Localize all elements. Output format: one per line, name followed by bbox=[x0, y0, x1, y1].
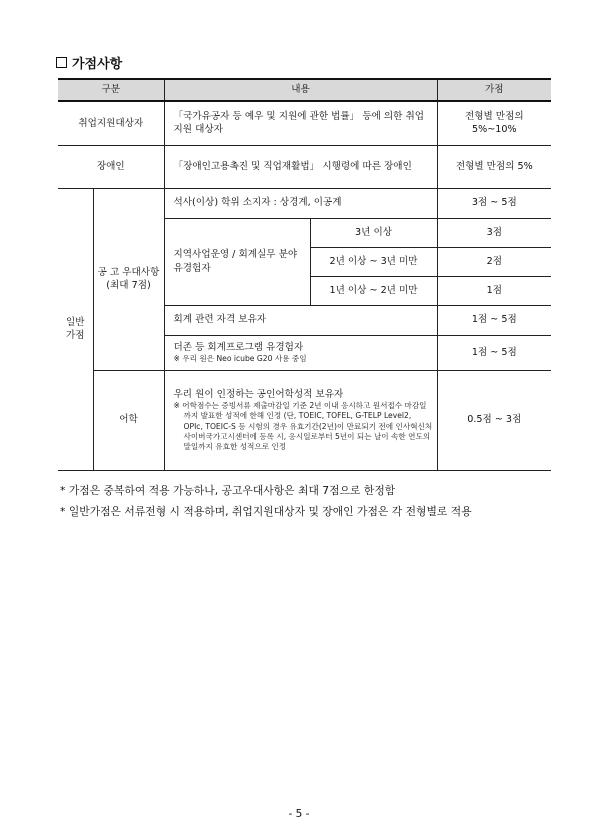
content-disabled: 「장애인고용촉진 및 직업재활법」 시행령에 따른 장애인 bbox=[164, 145, 437, 188]
table-row bbox=[58, 101, 551, 145]
content-regional: 지역사업운영 / 회계실무 분야 유경험자 bbox=[164, 218, 310, 305]
content-employment: 「국가유공자 등 예우 및 지원에 관한 법률」 등에 의한 취업지원 대상자 bbox=[164, 101, 437, 145]
points-masters: 3점 ~ 5점 bbox=[437, 188, 551, 218]
section-title bbox=[56, 53, 122, 72]
language-text: 우리 원이 인정하는 공인어학성적 보유자 bbox=[173, 388, 344, 400]
footnote: * 일반가점은 서류전형 시 적용하며, 취업지원대상자 및 장애인 가점은 각 전형별로 적용 bbox=[60, 504, 472, 518]
points-2to3: 2점 bbox=[437, 247, 551, 276]
content-masters: 석사(이상) 학위 소지자 : 상경계, 이공계 bbox=[164, 188, 437, 218]
period-2to3: 2년 이상 ~ 3년 미만 bbox=[310, 247, 437, 276]
points-accounting-cert: 1점 ~ 5점 bbox=[437, 305, 551, 335]
category-disabled: 장애인 bbox=[58, 145, 164, 188]
page-number: - 5 - bbox=[288, 808, 310, 820]
header-content: 내용 bbox=[164, 79, 437, 101]
category-language: 어학 bbox=[93, 370, 164, 470]
section-title-text: 가점사항 bbox=[72, 57, 123, 72]
points-language: 0.5점 ~ 3점 bbox=[437, 370, 551, 470]
period-1to2: 1년 이상 ~ 2년 미만 bbox=[310, 276, 437, 305]
table-row bbox=[58, 370, 551, 470]
language-note: ※ 어학점수는 증빙서류 제출마감일 기준 2년 이내 응시하고 원서접수 마감일까지 발표한 성적에 한해 인정 (단, TOEIC, TOFEL, G-TELP Level2, OPIc, TOEIC-S 등 시험의 경우 유효기간(2년)이 만료되기 전에 인사혁신처 사이버국가고시센터에 등록 시, 응시일로부터 5년이 되는 날이 속한 연도의 말일까지 유효한 성적으로 인정 bbox=[173, 401, 433, 452]
content-duzon bbox=[164, 335, 437, 370]
square-bullet-icon bbox=[56, 57, 67, 68]
header-category: 구분 bbox=[58, 79, 164, 101]
points-3plus: 3점 bbox=[437, 218, 551, 247]
period-3plus: 3년 이상 bbox=[310, 218, 437, 247]
category-preferred: 공 고 우대사항 (최대 7점) bbox=[93, 188, 164, 370]
points-disabled: 전형별 만점의 5% bbox=[437, 145, 551, 188]
bonus-points-table bbox=[58, 78, 551, 471]
header-points: 가점 bbox=[437, 79, 551, 101]
content-language bbox=[164, 370, 437, 470]
footnote: * 가점은 중복하여 적용 가능하나, 공고우대사항은 최대 7점으로 한정함 bbox=[60, 484, 396, 497]
table-header-row bbox=[58, 79, 551, 101]
content-accounting-cert: 회계 관련 자격 보유자 bbox=[164, 305, 437, 335]
footnotes bbox=[60, 481, 472, 522]
points-duzon: 1점 ~ 5점 bbox=[437, 335, 551, 370]
duzon-text: 더존 등 회계프로그램 유경험자 bbox=[173, 341, 304, 353]
points-1to2: 1점 bbox=[437, 276, 551, 305]
table-row bbox=[58, 188, 551, 218]
category-employment: 취업지원대상자 bbox=[58, 101, 164, 145]
category-general: 일반 가점 bbox=[58, 188, 93, 470]
table-row bbox=[58, 145, 551, 188]
points-employment: 전형별 만점의 5%~10% bbox=[437, 101, 551, 145]
duzon-note: ※ 우리 원은 Neo icube G20 사용 중임 bbox=[173, 354, 307, 364]
